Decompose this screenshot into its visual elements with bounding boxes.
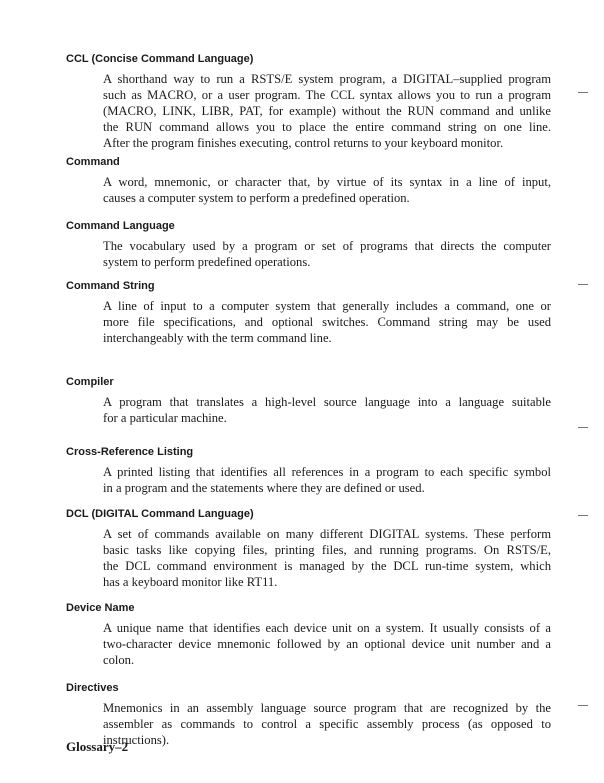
glossary-entry bbox=[66, 155, 552, 206]
definition-line: the DCL command environment is managed by the DCL run-time system, which bbox=[103, 559, 551, 573]
definition-line: A set of commands available on many different DIGITAL systems. These perform bbox=[103, 527, 551, 541]
definition-line: Mnemonics in an assembly language source program that are recognized by the bbox=[103, 701, 551, 715]
definition-line: such as MACRO, or a user program. The CCL syntax allows you to run a program bbox=[103, 88, 551, 102]
glossary-term: Command bbox=[66, 156, 120, 168]
margin-mark bbox=[578, 515, 588, 516]
definition-line: basic tasks like copying files, printing files, and running programs. On RSTS/E, bbox=[103, 543, 551, 557]
glossary-entry bbox=[66, 601, 552, 668]
glossary-term: Command String bbox=[66, 280, 155, 292]
margin-mark bbox=[578, 284, 588, 285]
definition-line: in a program and the statements where they are defined or used. bbox=[103, 481, 425, 495]
definition-line: system to perform predefined operations. bbox=[103, 255, 311, 269]
glossary-entry bbox=[66, 445, 552, 496]
glossary-definition bbox=[103, 464, 551, 496]
glossary-term: DCL (DIGITAL Command Language) bbox=[66, 508, 254, 520]
definition-line: interchangeably with the term command line. bbox=[103, 331, 332, 345]
definition-line: two-character device mnemonic followed by an optional device unit number and a bbox=[103, 637, 551, 651]
definition-line: The vocabulary used by a program or set of programs that directs the computer bbox=[103, 239, 551, 253]
glossary-definition bbox=[103, 71, 551, 151]
glossary-entry bbox=[66, 219, 552, 270]
glossary-definition bbox=[103, 298, 551, 346]
definition-line: the RUN command allows you to place the entire command string on one line. bbox=[103, 120, 551, 134]
glossary-entry bbox=[66, 375, 552, 426]
definition-line: A printed listing that identifies all references in a program to each specific symbol bbox=[103, 465, 551, 479]
definition-line: (MACRO, LINK, LIBR, PAT, for example) without the RUN command and unlike bbox=[103, 104, 551, 118]
glossary-term: Device Name bbox=[66, 602, 135, 614]
definition-line: causes a computer system to perform a predefined operation. bbox=[103, 191, 410, 205]
margin-mark bbox=[578, 427, 588, 428]
glossary-definition bbox=[103, 394, 551, 426]
glossary-entry bbox=[66, 507, 552, 590]
definition-line: A word, mnemonic, or character that, by virtue of its syntax in a line of input, bbox=[103, 175, 551, 189]
glossary-definition bbox=[103, 526, 551, 590]
definition-line: more file specifications, and optional switches. Command string may be used bbox=[103, 315, 551, 329]
definition-line: A line of input to a computer system that generally includes a command, one or bbox=[103, 299, 551, 313]
glossary-term: Command Language bbox=[66, 220, 175, 232]
definition-line: After the program finishes executing, control returns to your keyboard monitor. bbox=[103, 136, 504, 150]
glossary-definition bbox=[103, 700, 551, 748]
glossary-term: Directives bbox=[66, 682, 119, 694]
glossary-entry bbox=[66, 52, 552, 151]
margin-mark bbox=[578, 92, 588, 93]
glossary-entry bbox=[66, 279, 552, 346]
definition-line: A shorthand way to run a RSTS/E system program, a DIGITAL–supplied program bbox=[103, 72, 551, 86]
margin-mark bbox=[578, 705, 588, 706]
glossary-definition bbox=[103, 174, 551, 206]
glossary-term: CCL (Concise Command Language) bbox=[66, 53, 254, 65]
glossary-definition bbox=[103, 620, 551, 668]
definition-line: A unique name that identifies each device unit on a system. It usually consists of a bbox=[103, 621, 551, 635]
page-footer: Glossary–2 bbox=[66, 739, 129, 754]
definition-line: for a particular machine. bbox=[103, 411, 227, 425]
definition-line: has a keyboard monitor like RT11. bbox=[103, 575, 278, 589]
definition-line: instructions). bbox=[103, 733, 170, 747]
glossary-term: Compiler bbox=[66, 376, 114, 388]
definition-line: assembler as commands to control a specific assembly process (as opposed to bbox=[103, 717, 551, 731]
definition-line: A program that translates a high-level source language into a language suitable bbox=[103, 395, 551, 409]
glossary-definition bbox=[103, 238, 551, 270]
definition-line: colon. bbox=[103, 653, 135, 667]
glossary-entry bbox=[66, 681, 552, 748]
glossary-term: Cross-Reference Listing bbox=[66, 446, 194, 458]
